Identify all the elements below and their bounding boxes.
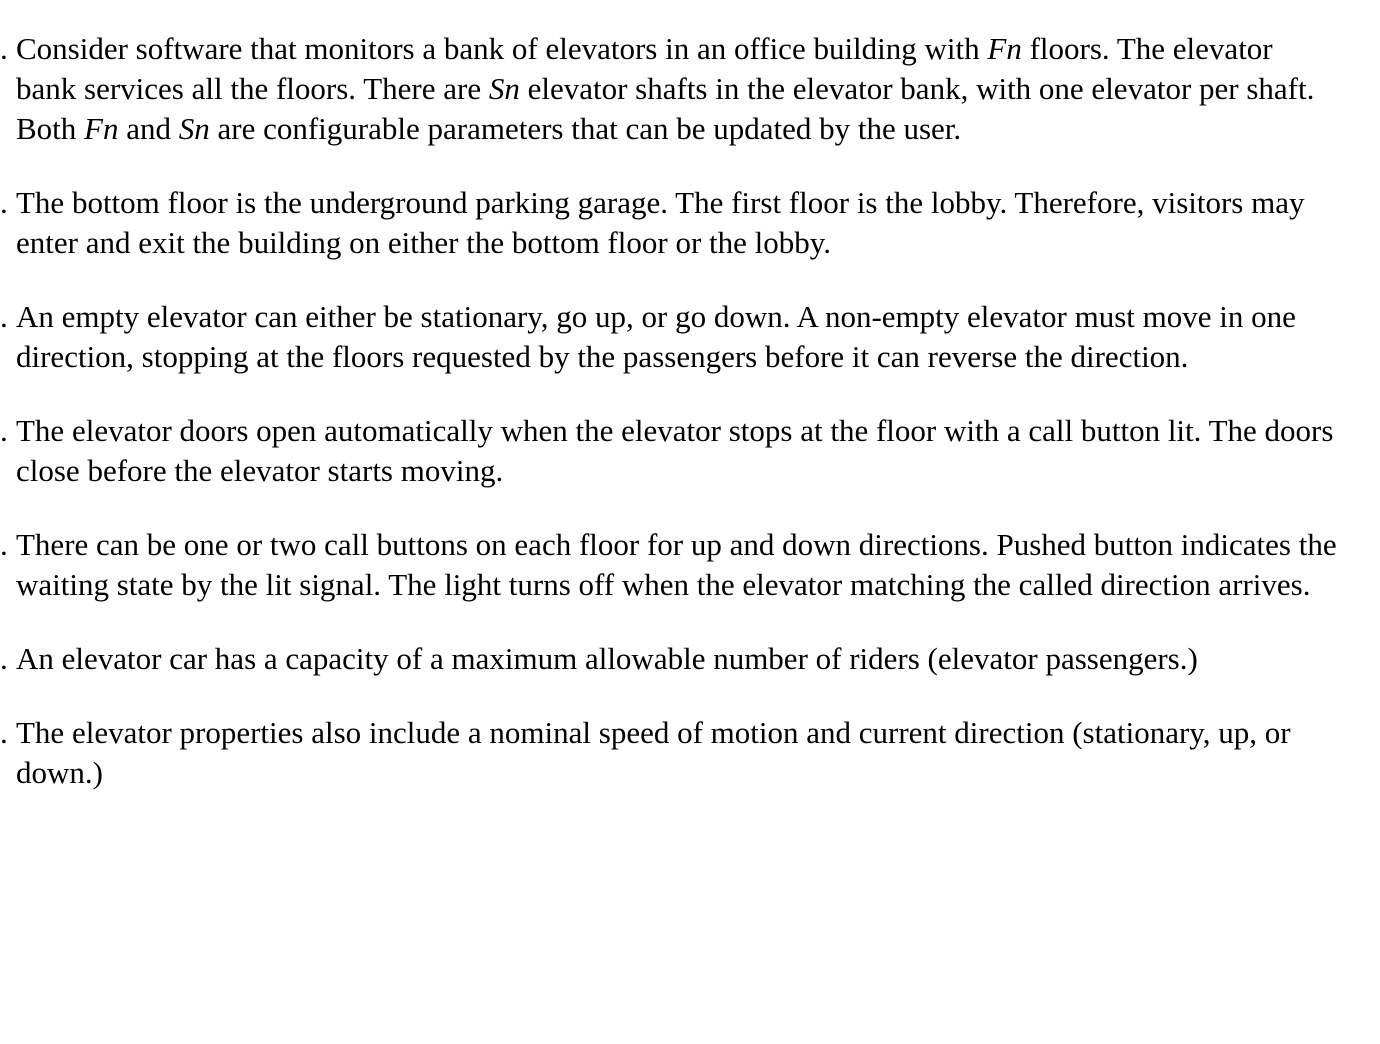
item-text: elevator shafts in the elevator bank, with one elevator per shaft. Both: [16, 71, 1315, 146]
list-marker: .: [0, 31, 8, 66]
item-text: The elevator doors open automatically when the elevator stops at the floor with a call button lit. The doors close before the elevator starts moving.: [16, 413, 1334, 488]
italic-term: Sn: [488, 71, 520, 106]
requirement-item-5: [0, 525, 1340, 605]
list-marker: .: [0, 641, 8, 676]
requirements-list: [0, 29, 1340, 827]
list-marker: .: [0, 299, 8, 334]
item-text: floors. The elevator bank services all the floors. There are: [16, 31, 1273, 106]
item-text: The bottom floor is the underground parking garage. The first floor is the lobby. Therefore, visitors may enter and exit the building on either the bottom floor or the lobby.: [16, 185, 1305, 260]
requirement-item-4: [0, 411, 1340, 491]
italic-term: Fn: [84, 111, 119, 146]
item-text: An elevator car has a capacity of a maximum allowable number of riders (elevator passengers.): [16, 641, 1198, 676]
requirement-item-1: [0, 29, 1340, 149]
item-text: There can be one or two call buttons on each floor for up and down directions. Pushed button indicates the waiting state by the lit signal. The light turns off when the elevator matching the called direction arrives.: [16, 527, 1337, 602]
item-text: and: [118, 111, 179, 146]
requirement-item-6: [0, 639, 1340, 679]
list-marker: .: [0, 527, 8, 562]
list-marker: .: [0, 413, 8, 448]
item-text: The elevator properties also include a nominal speed of motion and current direction (stationary, up, or down.): [16, 715, 1291, 790]
italic-term: Fn: [987, 31, 1022, 66]
list-marker: .: [0, 185, 8, 220]
list-marker: .: [0, 715, 8, 750]
requirement-item-3: [0, 297, 1340, 377]
item-text: Consider software that monitors a bank of elevators in an office building with: [16, 31, 988, 66]
italic-term: Sn: [178, 111, 210, 146]
requirement-item-7: [0, 713, 1340, 793]
item-text: are configurable parameters that can be updated by the user.: [209, 111, 962, 146]
item-text: An empty elevator can either be stationary, go up, or go down. A non-empty elevator must move in one direction, stopping at the floors requested by the passengers before it can reverse the direction.: [16, 299, 1296, 374]
requirement-item-2: [0, 183, 1340, 263]
